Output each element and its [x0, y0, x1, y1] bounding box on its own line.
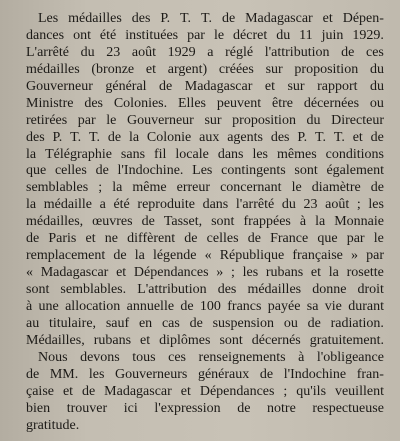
word: le [106, 113, 117, 128]
text-line [26, 197, 384, 214]
word: le [373, 231, 384, 246]
word: l'attribution [264, 45, 330, 60]
word: T. [314, 130, 326, 145]
word: L'arrêté [26, 45, 69, 60]
word: trouver [66, 401, 108, 416]
word: reproduite [137, 197, 195, 212]
word: sont [26, 282, 50, 297]
word: 23 [106, 45, 121, 60]
word: ou [283, 316, 298, 331]
word: Dépendances [199, 384, 275, 399]
word: retirées [26, 113, 68, 128]
word: août [325, 197, 350, 212]
word: juin [321, 28, 344, 43]
word: Dépen- [342, 11, 384, 26]
word: bien [26, 401, 51, 416]
word: » [216, 265, 224, 280]
text-line [26, 113, 384, 130]
word: ces [168, 350, 187, 365]
word: renseignements [198, 350, 286, 365]
word: France [270, 231, 309, 246]
word: argent) [167, 62, 208, 77]
word: la [328, 265, 339, 280]
word: sont [219, 333, 243, 348]
text-line [26, 401, 384, 418]
word: semblables. [60, 282, 127, 297]
word: celles [54, 163, 87, 178]
word: Ministre [26, 96, 74, 111]
word: gratuitement. [309, 333, 384, 348]
text-line [26, 248, 384, 265]
word: des [84, 96, 103, 111]
text-line [26, 79, 384, 96]
word: les [368, 197, 384, 212]
word: sans [120, 147, 146, 162]
word: par [366, 248, 384, 263]
word: de [26, 367, 40, 382]
word: de [159, 79, 173, 94]
word: Colonies. [113, 96, 168, 111]
text-line [26, 316, 384, 333]
word: Les [192, 163, 213, 178]
word: aux [199, 130, 220, 145]
word: diamètre [311, 180, 361, 195]
word: diffèrent [127, 231, 176, 246]
word: T. [180, 11, 192, 26]
word: remplacement [26, 248, 106, 263]
word: rubans [265, 265, 304, 280]
word: qu'ils [296, 384, 327, 399]
word: le [213, 28, 225, 43]
word: la [112, 180, 123, 195]
word: erreur [176, 180, 211, 195]
word: Madagascar [245, 11, 313, 26]
word: suspension [212, 316, 275, 331]
word: annuelle [126, 299, 175, 314]
word: ; [230, 265, 235, 280]
word: également [326, 163, 384, 178]
word: des [217, 282, 237, 297]
word: 1929. [352, 28, 384, 43]
word: les [242, 265, 259, 280]
text-line [26, 333, 384, 350]
word: concernant [220, 180, 282, 195]
text-line [26, 45, 384, 62]
word: la [128, 130, 140, 145]
word: veuillent [334, 384, 384, 399]
text-line [26, 180, 384, 197]
word: créées [218, 62, 254, 77]
word: P. [52, 130, 63, 145]
word: Madagascar [104, 384, 172, 399]
word: T. [70, 130, 82, 145]
word: été [113, 197, 130, 212]
word: et [140, 333, 151, 348]
word: par [77, 113, 96, 128]
word: de [180, 299, 194, 314]
word: du [306, 113, 321, 128]
word: Monnaie [334, 214, 384, 229]
word: Gouverneur [26, 79, 93, 94]
word: instituées [125, 28, 179, 43]
word: ou [369, 96, 384, 111]
text-line [26, 384, 384, 401]
word: sur [204, 113, 222, 128]
word: des [131, 11, 151, 26]
word: que [26, 163, 47, 178]
word: à [26, 299, 33, 314]
word: fil [154, 147, 167, 162]
word: sur [265, 62, 283, 77]
word: Gouverneur [126, 113, 194, 128]
word: Colonie [146, 130, 192, 145]
word: être [272, 96, 294, 111]
word: donne [312, 282, 347, 297]
word: dans [202, 197, 229, 212]
word: généraux [197, 367, 250, 382]
text-line [26, 231, 384, 248]
text-line [26, 367, 384, 384]
word: diplômes [159, 333, 211, 348]
word: rapport [317, 79, 358, 94]
word: Directeur [331, 113, 384, 128]
word: fran- [356, 367, 384, 382]
word: ; [283, 384, 288, 399]
word: 100 [199, 299, 221, 314]
word: Télégraphie [45, 147, 112, 162]
word: sur [287, 79, 305, 94]
word: République [219, 248, 285, 263]
word: par [187, 28, 205, 43]
word: sont [211, 214, 235, 229]
word: du [80, 45, 95, 60]
word: a [99, 197, 106, 212]
word: Madagascar [184, 79, 253, 94]
word: française [292, 248, 343, 263]
word: 23 [303, 197, 318, 212]
word: de [141, 214, 155, 229]
word: de [95, 163, 109, 178]
word: ; [356, 197, 361, 212]
word: ont [73, 28, 91, 43]
word: par [346, 231, 365, 246]
word: de [259, 367, 274, 382]
word: de [370, 130, 384, 145]
word: conditions [325, 147, 384, 162]
word: et [85, 231, 96, 246]
word: ne [104, 231, 119, 246]
word: de [26, 231, 40, 246]
word: de [221, 11, 236, 26]
word: que [317, 231, 338, 246]
word: Elles [177, 96, 206, 111]
word: des [26, 130, 45, 145]
word: au [26, 316, 40, 331]
word: médailles [247, 282, 302, 297]
word: » [351, 248, 358, 263]
word: P. [160, 11, 171, 26]
word: T. [200, 11, 212, 26]
word: de [341, 45, 355, 60]
text-line [26, 28, 384, 45]
word: P. [297, 130, 308, 145]
text-line [26, 282, 384, 299]
word: « [204, 248, 212, 263]
word: sauf [105, 316, 130, 331]
word: frappées [243, 214, 291, 229]
word: légende [152, 248, 197, 263]
word: Médailles, [26, 333, 85, 348]
word: vie [324, 299, 342, 314]
word: proposition [232, 113, 296, 128]
word: « [26, 265, 33, 280]
word: Gouverneurs [115, 367, 188, 382]
word: du [369, 62, 384, 77]
word: semblables [26, 180, 89, 195]
word: sont [294, 163, 318, 178]
word: T. [333, 130, 345, 145]
word: les [252, 147, 269, 162]
word: agents [227, 130, 263, 145]
word: la [315, 214, 326, 229]
word: radiation. [330, 316, 384, 331]
word: locale [175, 147, 209, 162]
word: œuvres [92, 214, 133, 229]
word: gratitude. [26, 418, 80, 433]
word: T. [89, 130, 101, 145]
word: l'Indochine [283, 367, 347, 382]
word: ici [123, 401, 138, 416]
word: une [38, 299, 59, 314]
word: l'expression [154, 401, 221, 416]
word: l'obligeance [316, 350, 384, 365]
word: titulaire, [49, 316, 97, 331]
word: dans [217, 147, 244, 162]
word: médailles, [26, 214, 84, 229]
word: Madagascar [40, 265, 109, 280]
word: Dépendances [133, 265, 209, 280]
word: de [113, 248, 127, 263]
word: la [26, 147, 37, 162]
word: médailles [68, 11, 122, 26]
word: L'attribution [137, 282, 207, 297]
word: rubans [93, 333, 132, 348]
word: Les [38, 11, 59, 26]
text-line [26, 163, 384, 180]
word: payée [267, 299, 301, 314]
word: l'arrêté [235, 197, 275, 212]
word: 1929 [167, 45, 196, 60]
word: été [99, 28, 117, 43]
word: réglé [225, 45, 254, 60]
word: çaise [26, 384, 54, 399]
word: durant [348, 299, 384, 314]
word: les [88, 367, 105, 382]
word: de [189, 316, 203, 331]
text-line [26, 299, 384, 316]
text-line [38, 350, 384, 367]
word: à [298, 350, 305, 365]
word: 11 [299, 28, 313, 43]
word: décernées [303, 96, 360, 111]
word: Tasset, [163, 214, 203, 229]
word: notre [267, 401, 296, 416]
word: et [322, 11, 333, 26]
word: en [138, 316, 153, 331]
word: août [131, 45, 156, 60]
text-line [26, 96, 384, 113]
word: de [82, 384, 96, 399]
word: décret [233, 28, 268, 43]
word: francs [227, 299, 262, 314]
word: allocation [65, 299, 121, 314]
word: ces [365, 45, 384, 60]
word: et [116, 265, 127, 280]
word: médailles [26, 62, 80, 77]
word: de [307, 316, 321, 331]
word: le [291, 180, 302, 195]
text-line [26, 130, 384, 147]
text-line [26, 418, 384, 435]
word: celles [206, 231, 239, 246]
word: et [352, 130, 363, 145]
word: (bronze [91, 62, 135, 77]
word: de [184, 231, 198, 246]
word: rosette [346, 265, 384, 280]
text-line [26, 214, 384, 231]
word: cas [161, 316, 180, 331]
word: et [180, 384, 191, 399]
word: et [310, 265, 322, 280]
word: des [270, 130, 290, 145]
word: a [207, 45, 214, 60]
word: médaille [43, 197, 92, 212]
word: même [132, 180, 167, 195]
word: décernés [251, 333, 301, 348]
text-line [26, 62, 384, 79]
word: ; [98, 180, 103, 195]
word: et [145, 62, 156, 77]
text-line [26, 265, 384, 282]
text-line [38, 11, 384, 28]
word: sa [306, 299, 319, 314]
word: MM. [49, 367, 79, 382]
word: l'Indochine. [117, 163, 184, 178]
word: contingents [221, 163, 286, 178]
word: de [370, 180, 384, 195]
word: la [26, 197, 37, 212]
word: du [281, 197, 296, 212]
word: mêmes [276, 147, 317, 162]
word: devons [80, 350, 120, 365]
word: du [370, 79, 384, 94]
word: et [62, 384, 74, 399]
word: de [107, 130, 122, 145]
word: tous [132, 350, 156, 365]
word: la [134, 248, 145, 263]
word: de [247, 231, 261, 246]
word: respectueuse [312, 401, 384, 416]
word: Nous [38, 350, 68, 365]
word: proposition [294, 62, 359, 77]
word: du [276, 28, 291, 43]
word: à [299, 214, 307, 229]
word: de [237, 401, 251, 416]
word: dances [26, 28, 65, 43]
text-line [26, 147, 384, 164]
word: Paris [48, 231, 77, 246]
word: général [105, 79, 147, 94]
word: droit [357, 282, 384, 297]
word: peuvent [216, 96, 262, 111]
word: et [264, 79, 275, 94]
